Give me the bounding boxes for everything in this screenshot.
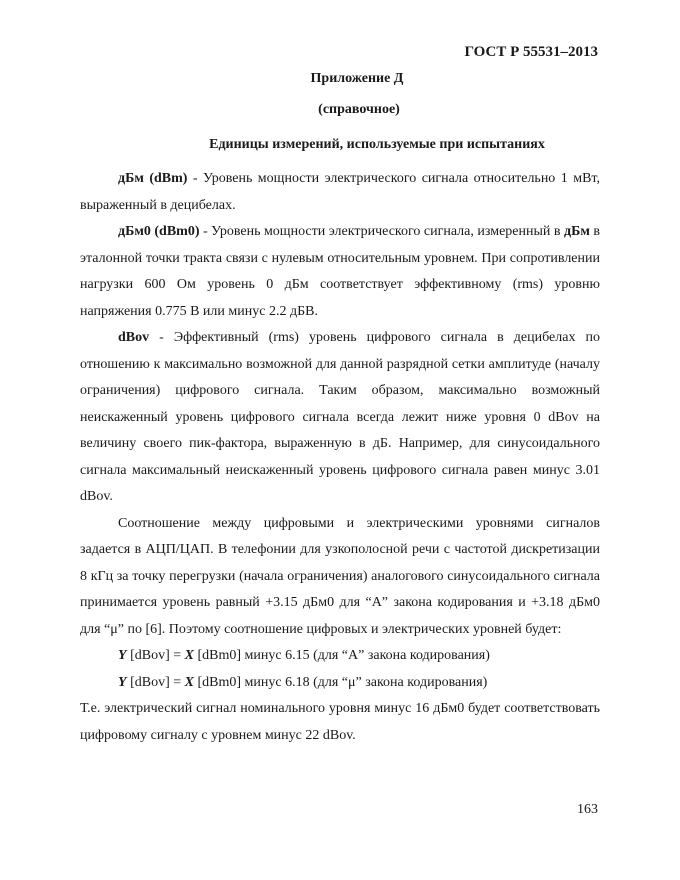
inline-term-dbm: дБм [564, 224, 590, 239]
paragraph-conclusion: Т.е. электрический сигнал номинального уровня минус 16 дБм0 будет соответствовать цифровому сигналу с уровнем минус 22 dBov. [80, 701, 600, 743]
formula-a-law [80, 643, 600, 670]
formula-mu-part1: [dBov] = [126, 674, 185, 690]
standard-designation: ГОСТ Р 55531–2013 [464, 44, 598, 60]
formula-mu-var-x: X [184, 674, 194, 690]
formula-mu-var-y: Y [118, 674, 127, 690]
paragraph-dbm0 [80, 219, 600, 325]
definition-dbm0-part1: - Уровень мощности электрического сигнала, измеренный в [199, 224, 564, 239]
page-number: 163 [577, 802, 598, 817]
body-text [80, 166, 600, 749]
formula-mu-part2: [dBm0] минус 6.18 (для “μ” закона кодирования) [193, 674, 488, 690]
paragraph-dbov [80, 325, 600, 511]
appendix-title: Приложение Д [310, 71, 404, 86]
formula-a-part2: [dBm0] минус 6.15 (для “A” закона кодирования) [193, 648, 490, 663]
formula-a-var-y: Y [118, 648, 127, 663]
formula-mu-law [80, 670, 600, 697]
definition-dbm: - Уровень мощности электрического сигнала относительно 1 мВт, выраженный в децибелах. [80, 171, 601, 213]
definition-dbov: - Эффективный (rms) уровень цифрового сигнала в децибелах по отношению к максимально возможной для данной разрядной сетки амплитуде (началу ограничения) цифрового сигнала. Таким образом, максимально возможный неискаженный уровень цифрового сигнала всегда лежит ниже уровня 0 dBov на величину своего пик-фактора, выраженную в дБ. Например, для синусоидального сигнала максимальный неискаженный уровень цифрового сигнала равен минус 3.01 dBov. [80, 330, 600, 504]
formula-a-var-x: X [184, 648, 194, 663]
term-dbm: дБм (dBm) [118, 171, 188, 186]
paragraph-relation: Соотношение между цифровыми и электрическими уровнями сигналов задается в АЦП/ЦАП. В телефонии для узкополосной речи с частотой дискретизации 8 кГц за точку перегрузки (начала ограничения) аналогового синусоидального сигнала принимается уровень равный +3.15 дБм0 для “A” закона кодирования и +3.18 дБм0 для “μ” по [6]. Поэтому соотношение цифровых и электрических уровней будет: [80, 515, 600, 637]
section-title: Единицы измерений, используемые при испытаниях [209, 137, 545, 152]
formula-a-part1: [dBov] = [126, 648, 185, 663]
paragraph-dbm [80, 166, 600, 219]
definition-dbm0-part2: в эталонной точки тракта связи с нулевым относительным уровнем. При сопротивлении нагрузки 600 Ом уровень 0 дБм соответствует эффективному (rms) уровню напряжения 0.775 В или минус 2.2 дБВ. [80, 224, 600, 319]
appendix-note: (справочное) [318, 102, 400, 117]
term-dbm0: дБм0 (dBm0) [118, 224, 200, 239]
term-dbov: dBov [118, 330, 150, 345]
